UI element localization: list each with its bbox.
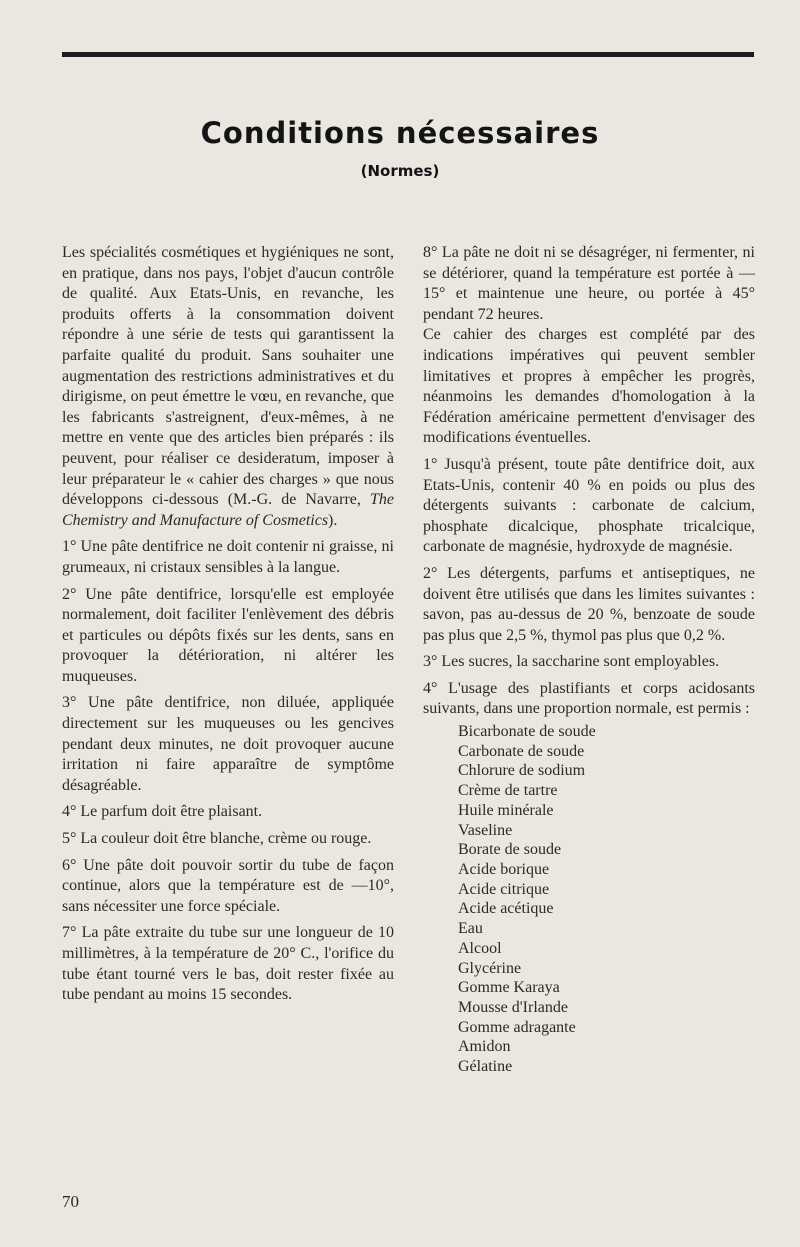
requirement-4: 4° Le parfum doit être plaisant. (62, 803, 263, 821)
substance-item: Acide borique (458, 860, 550, 878)
substance-item: Alcool (458, 939, 502, 957)
intro-citation: The Chemistry and Manufacture of Cosmetics (62, 491, 394, 529)
substance-item: Crème de tartre (458, 782, 558, 800)
cahier-paragraph: Ce cahier des charges est complété par des indications impératives qui peuvent sembler limitatives et propres à empêcher les progrès, néanmoins les demandes d'homologation à la Fédération américaine permettent d'envisager des modifications éventuelles. (423, 326, 755, 447)
substance-item: Vaseline (458, 821, 513, 839)
top-rule (62, 52, 754, 57)
substance-item: Gomme Karaya (458, 979, 560, 997)
substance-item: Chlorure de sodium (458, 762, 586, 780)
substance-item: Gomme adragante (458, 1018, 576, 1036)
substance-item: Carbonate de soude (458, 742, 585, 760)
requirement-7: 7° La pâte extraite du tube sur une longueur de 10 millimètres, à la température de 20° C., l'orifice du tube étant tourné vers le bas, doit rester fixée au tube pendant au moins 15 secondes. (62, 924, 394, 1004)
intro-text: Les spécialités cosmétiques et hygiéniques ne sont, en pratique, dans nos pays, l'objet d'aucun contrôle de qualité. Aux Etats-Unis, en revanche, les produits offerts à la consommation doivent répondre à une série de tests qui garantissent la parfaite qualité du produit. Sans souhaiter une augmentation des restrictions administratives et du dirigisme, on peut émettre le vœu, en revanche, que les fabricants s'astreignent, d'eux-mêmes, à ne mettre en vente que des articles bien préparés : ils peuvent, pour réaliser ce desideratum, imposer à leur préparateur le « cahier des charges » que nous développons ci-dessous (M.-G. de Navarre, (62, 244, 394, 509)
intro-end: ). (328, 511, 338, 529)
us-requirement-3: 3° Les sucres, la saccharine sont employables. (423, 653, 720, 671)
substance-item: Amidon (458, 1038, 511, 1056)
requirement-8: 8° La pâte ne doit ni se désagréger, ni fermenter, ni se détériorer, quand la température est portée à —15° et maintenue une heure, ou portée à 45° pendant 72 heures. (423, 244, 755, 323)
substance-item: Acide acétique (458, 900, 554, 918)
substance-item: Borate de soude (458, 841, 562, 859)
right-column (423, 243, 755, 1077)
substance-item: Huile minérale (458, 801, 554, 819)
substance-list (423, 722, 755, 1077)
intro-paragraph (62, 243, 394, 531)
requirement-6: 6° Une pâte doit pouvoir sortir du tube de façon continue, alors que la température est de —10°, sans nécessiter une force spéciale. (62, 856, 394, 915)
requirement-3: 3° Une pâte dentifrice, non diluée, appliquée directement sur les muqueuses ou les gencives pendant deux minutes, ne doit provoquer aucune irritation ni faire apparaître de symptôme désagréable. (62, 694, 394, 794)
substance-item: Bicarbonate de soude (458, 723, 596, 741)
requirement-2: 2° Une pâte dentifrice, lorsqu'elle est employée normalement, doit faciliter l'enlèvement des débris et particules ou dépôts fixés sur les dents, sans en provoquer la détérioration, ni altérer les muqueuses. (62, 585, 394, 685)
substance-item: Glycérine (458, 959, 522, 977)
requirement-1: 1° Une pâte dentifrice ne doit contenir ni graisse, ni grumeaux, ni cristaux sensibles à la langue. (62, 538, 394, 576)
page-subtitle: (Normes) (360, 162, 440, 180)
substance-item: Gélatine (458, 1058, 513, 1076)
page-number: 70 (62, 1192, 79, 1211)
us-requirement-1: 1° Jusqu'à présent, toute pâte dentifrice doit, aux Etats-Unis, contenir 40 % en poids ou plus des détergents suivants : carbonate de calcium, phosphate dicalcique, phosphate tricalcique, carbonate de magnésie, hydroxyde de magnésie. (423, 455, 755, 556)
requirement-5: 5° La couleur doit être blanche, crème ou rouge. (62, 830, 372, 848)
substance-item: Mousse d'Irlande (458, 998, 568, 1016)
substance-item: Eau (458, 920, 483, 938)
left-column (62, 243, 394, 1012)
substance-item: Acide citrique (458, 880, 550, 898)
page-title: Conditions nécessaires (200, 116, 600, 150)
us-requirement-4: 4° L'usage des plastifiants et corps acidosants suivants, dans une proportion normale, est permis : (423, 679, 755, 718)
us-requirement-2: 2° Les détergents, parfums et antiseptiques, ne doivent être utilisés que dans les limites suivantes : savon, pas au-dessus de 20 %, benzoate de soude pas plus que 2,5 %, thymol pas plus que 0,2 %. (423, 564, 755, 644)
